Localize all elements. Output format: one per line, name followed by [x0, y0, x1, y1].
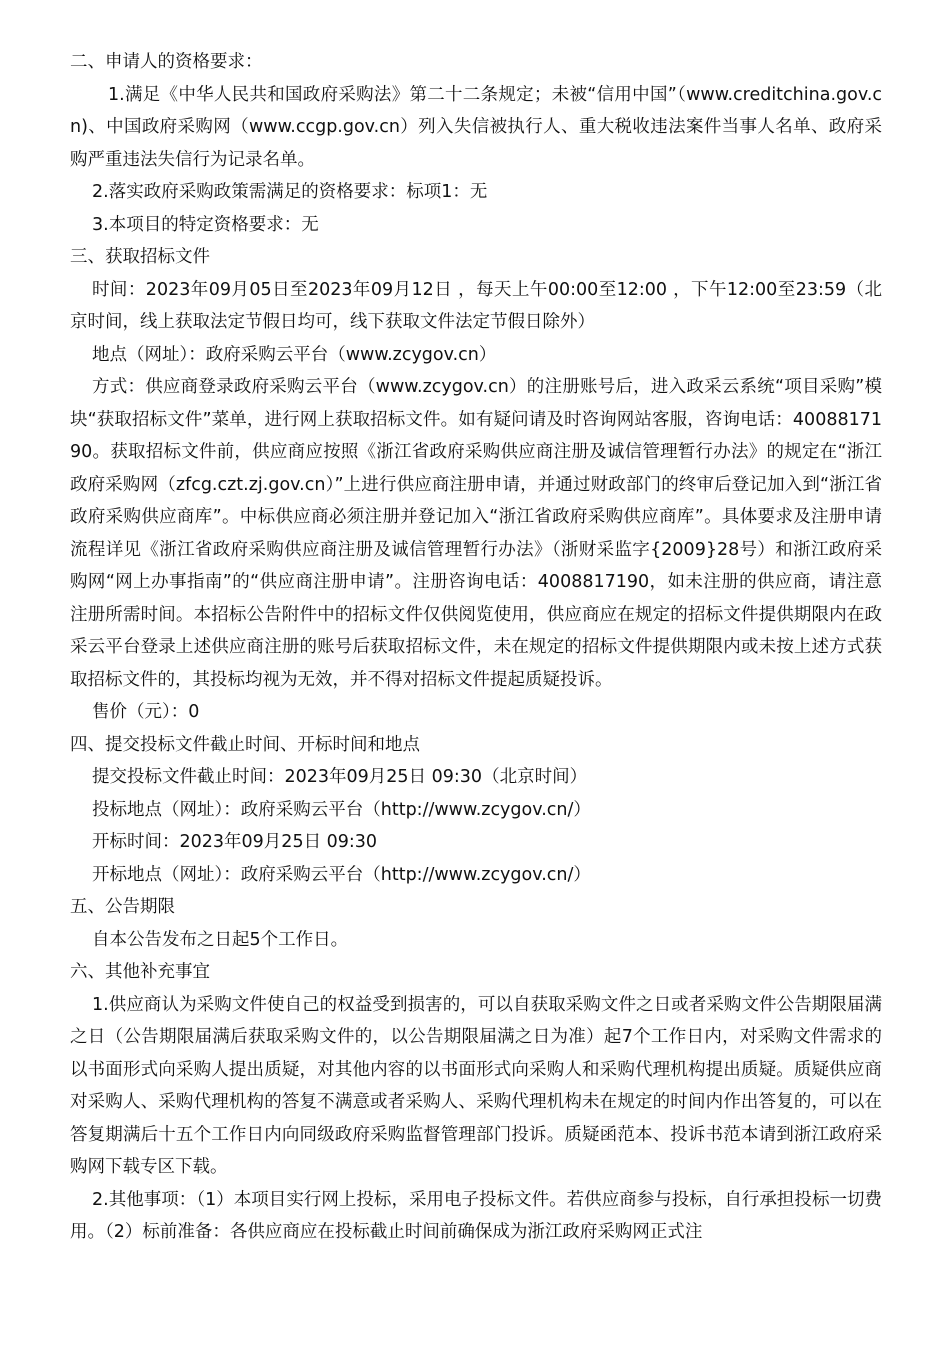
section-heading-qualification: 二、申请人的资格要求：	[70, 52, 263, 72]
submission-open-time: 开标时间：2023年09月25日 09:30	[92, 832, 378, 852]
qualification-item-1: 1.满足《中华人民共和国政府采购法》第二十二条规定；未被“信用中国”（www.creditchina.gov.cn)、中国政府采购网（www.ccgp.gov.cn）列入失信被执行人、重大税收违法案件当事人名单、政府采购严重违法失信行为记录名单。	[70, 84, 882, 170]
qualification-item-2: 2.落实政府采购政策需满足的资格要求：标项1：无	[92, 182, 488, 202]
period-text: 自本公告发布之日起5个工作日。	[92, 929, 349, 950]
obtain-place: 地点（网址）：政府采购云平台（www.zcygov.cn）	[92, 344, 497, 365]
other-item-2: 2.其他事项：（1）本项目实行网上投标，采用电子投标文件。若供应商参与投标，自行承担投标一切费用。（2）标前准备：各供应商应在投标截止时间前确保成为浙江政府采购网正式注	[70, 1189, 882, 1242]
section-heading-obtain: 三、获取招标文件	[70, 247, 210, 267]
section-heading-other: 六、其他补充事宜	[70, 962, 210, 982]
qualification-item-3: 3.本项目的特定资格要求：无	[92, 214, 319, 235]
submission-bid-place: 投标地点（网址）：政府采购云平台（http://www.zcygov.cn/）	[92, 799, 591, 820]
obtain-method: 方式：供应商登录政府采购云平台（www.zcygov.cn）的注册账号后，进入政采云系统“项目采购”模块“获取招标文件”菜单，进行网上获取招标文件。如有疑问请及时咨询网站客服，咨询电话：4008817190。获取招标文件前，供应商应按照《浙江省政府采购供应商注册及诚信管理暂行办法》的规定在“浙江政府采购网（zfcg.czt.zj.gov.cn）”上进行供应商注册申请，并通过财政部门的终审后登记加入到“浙江省政府采购供应商库”。中标供应商必须注册并登记加入“浙江省政府采购供应商库”。具体要求及注册申请流程详见《浙江省政府采购供应商注册及诚信管理暂行办法》（浙财采监字{2009}28号）和浙江政府采购网“网上办事指南”的“供应商注册申请”。注册咨询电话：4008817190，如未注册的供应商，请注意注册所需时间。本招标公告附件中的招标文件仅供阅览使用，供应商应在规定的招标文件提供期限内在政采云平台登录上述供应商注册的账号后获取招标文件，未在规定的招标文件提供期限内或未按上述方式获取招标文件的，其投标均视为无效，并不得对招标文件提起质疑投诉。	[70, 377, 882, 690]
document-page	[70, 46, 882, 1249]
other-item-1: 1.供应商认为采购文件使自己的权益受到损害的，可以自获取采购文件之日或者采购文件公告期限届满之日（公告期限届满后获取采购文件的，以公告期限届满之日为准）起7个工作日内，对采购文件需求的以书面形式向采购人提出质疑，对其他内容的以书面形式向采购人和采购代理机构提出质疑。质疑供应商对采购人、采购代理机构的答复不满意或者采购人、采购代理机构未在规定的时间内作出答复的，可以在答复期满后十五个工作日内向同级政府采购监督管理部门投诉。质疑函范本、投诉书范本请到浙江政府采购网下载专区下载。	[70, 994, 882, 1177]
submission-deadline: 提交投标文件截止时间：2023年09月25日 09:30（北京时间）	[92, 767, 588, 787]
obtain-price: 售价（元）：0	[92, 702, 200, 722]
section-heading-submission: 四、提交投标文件截止时间、开标时间和地点	[70, 734, 420, 755]
submission-open-place: 开标地点（网址）：政府采购云平台（http://www.zcygov.cn/）	[92, 864, 591, 885]
section-heading-period: 五、公告期限	[70, 897, 175, 917]
obtain-time: 时间：2023年09月05日至2023年09月12日 ，每天上午00:00至12:00 ，下午12:00至23:59（北京时间，线上获取法定节假日均可，线下获取文件法定节假日除外）	[70, 279, 882, 332]
